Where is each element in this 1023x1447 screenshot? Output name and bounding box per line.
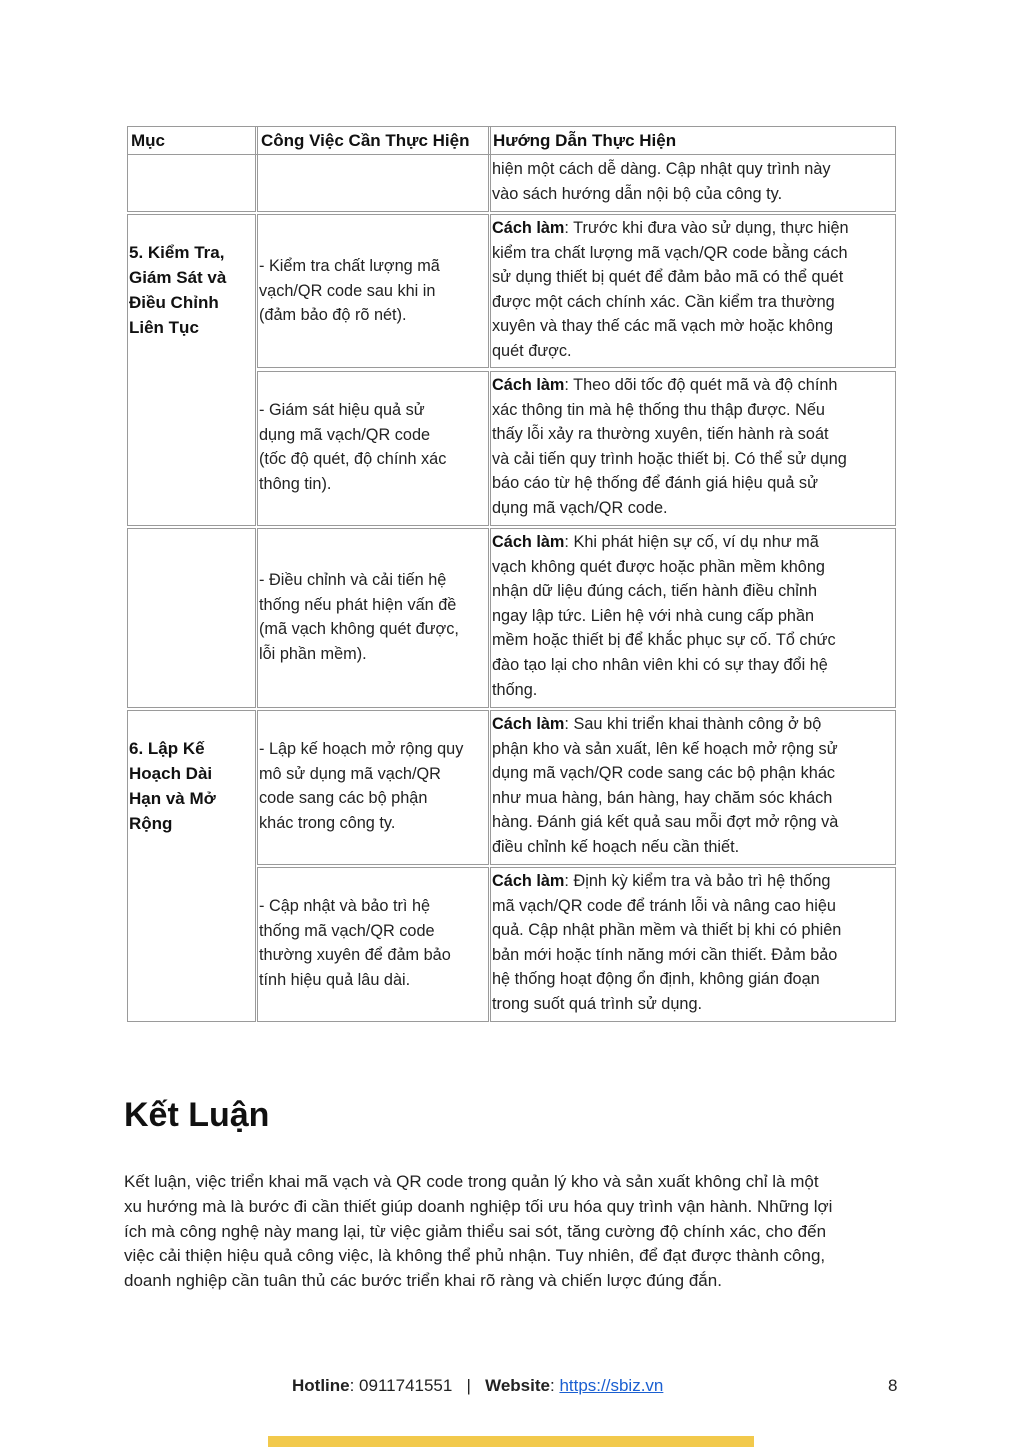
footer-separator: | — [466, 1376, 471, 1395]
cell-line: (mã vạch không quét được, — [259, 620, 459, 639]
cell-line: (tốc độ quét, độ chính xác — [259, 450, 447, 469]
page-footer — [0, 1376, 1023, 1400]
guide-cell — [492, 869, 895, 1017]
guide-cell — [492, 157, 895, 206]
guide-text: : Trước khi đưa vào sử dụng, thực hiện — [564, 219, 849, 237]
cell-line: Điều Chỉnh — [129, 293, 219, 312]
cell-line: mô sử dụng mã vạch/QR — [259, 764, 441, 783]
guide-text: : Theo dõi tốc độ quét mã và độ chính — [564, 376, 838, 394]
cell-line — [492, 869, 895, 894]
cell-line: Hoạch Dài — [129, 764, 213, 783]
cell-line: thống. — [492, 680, 538, 699]
cell-line: tính hiệu quả lâu dài. — [259, 970, 411, 989]
cell-line: khác trong công ty. — [259, 813, 396, 832]
guide-text: : Định kỳ kiểm tra và bảo trì hệ thống — [564, 872, 831, 890]
cell-line: quả. Cập nhật phần mềm và thiết bị khi có phiên — [492, 921, 842, 940]
guide-cell — [492, 712, 895, 860]
cell-line: Rộng — [129, 814, 173, 833]
cell-line: dụng mã vạch/QR code — [259, 425, 431, 444]
table-header-huong-dan: Hướng Dẫn Thực Hiện — [493, 131, 677, 150]
cell-line: vào sách hướng dẫn nội bộ của công ty. — [492, 184, 783, 203]
cell-line: thông tin). — [259, 474, 332, 493]
cell-line: dụng mã vạch/QR code sang các bộ phận khác — [492, 764, 836, 783]
cell-line — [492, 373, 895, 398]
cell-line: kiểm tra chất lượng mã vạch/QR code bằng cách — [492, 243, 848, 262]
task-cell — [259, 894, 488, 992]
hotline-label: Hotline — [292, 1376, 350, 1395]
cell-line: xác thông tin mà hệ thống thu thập được. Nếu — [492, 400, 825, 419]
guide-bold-label: Cách làm — [492, 219, 565, 237]
website-colon: : — [549, 1376, 560, 1395]
website-link[interactable]: https://sbiz.vn — [559, 1376, 664, 1395]
guide-bold-label: Cách làm — [492, 376, 565, 394]
cell-line: nhận dữ liệu đúng cách, tiến hành điều chỉnh — [492, 582, 818, 601]
cell-line: - Điều chỉnh và cải tiến hệ — [259, 571, 447, 589]
cell-line: vạch không quét được hoặc phần mềm không — [492, 557, 825, 576]
cell-line: lỗi phần mềm). — [259, 644, 367, 663]
cell-line: điều chỉnh kế hoạch nếu cần thiết. — [492, 837, 740, 856]
cell-line: đào tạo lại cho nhân viên khi có sự thay đổi hệ — [492, 655, 828, 674]
cell-line: được một cách chính xác. Cần kiểm tra thường — [492, 292, 835, 311]
cell-line: thống nếu phát hiện vấn đề — [259, 595, 457, 614]
paragraph-line: xu hướng mà là bước đi cần thiết giúp doanh nghiệp tối ưu hóa quy trình vận hành. Những lợi — [124, 1196, 833, 1216]
cell-line: trong suốt quá trình sử dụng. — [492, 994, 703, 1013]
table-header-muc: Mục — [131, 131, 165, 150]
cell-line: Hạn và Mở — [129, 789, 216, 808]
cell-line: hiện một cách dễ dàng. Cập nhật quy trình này — [492, 160, 831, 178]
paragraph-line: ích mà công nghệ này mang lại, từ việc giảm thiểu sai sót, tăng cường độ chính xác, cho đến — [124, 1221, 827, 1241]
cell-line: xuyên và thay thế các mã vạch mờ hoặc không — [492, 317, 834, 336]
cell-line — [492, 712, 895, 737]
cell-line: Giám Sát và — [129, 268, 227, 287]
cell-line: - Giám sát hiệu quả sử — [259, 401, 425, 419]
cell-line: báo cáo từ hệ thống để đánh giá hiệu quả sử — [492, 474, 818, 493]
cell-line: và cải tiến quy trình hoặc thiết bị. Có thể sử dụng — [492, 449, 847, 468]
table-header-cong-viec: Công Việc Cần Thực Hiện — [261, 131, 470, 150]
footer-contact — [292, 1376, 663, 1396]
cell-line: mã vạch/QR code để tránh lỗi và nâng cao hiệu — [492, 896, 836, 915]
guide-text: : Sau khi triển khai thành công ở bộ — [564, 715, 822, 733]
cell-line: 6. Lập Kế — [129, 739, 205, 758]
cell-line: code sang các bộ phận — [259, 789, 428, 808]
conclusion-paragraph — [124, 1170, 906, 1294]
cell-line: (đảm bảo độ rõ nét). — [259, 306, 407, 325]
cell-line: vạch/QR code sau khi in — [259, 281, 436, 300]
cell-line: - Cập nhật và bảo trì hệ — [259, 897, 431, 915]
cell-line: sử dụng thiết bị quét để đảm bảo mã có thể quét — [492, 268, 844, 287]
hotline-number: : 0911741551 — [349, 1376, 453, 1395]
cell-line: thấy lỗi xảy ra thường xuyên, tiến hành rà soát — [492, 425, 829, 444]
cell-line: 5. Kiểm Tra, — [129, 243, 225, 262]
cell-line: mềm hoặc thiết bị để khắc phục sự cố. Tổ chức — [492, 631, 836, 650]
task-cell — [259, 398, 488, 496]
cell-line: Liên Tục — [129, 318, 199, 337]
cell-line — [492, 530, 895, 555]
footer-accent-bar — [268, 1436, 754, 1447]
guide-cell — [492, 373, 895, 521]
paragraph-line: Kết luận, việc triển khai mã vạch và QR code trong quản lý kho và sản xuất không chỉ là một — [124, 1172, 819, 1191]
paragraph-line: doanh nghiệp cần tuân thủ các bước triển khai rõ ràng và chiến lược đúng đắn. — [124, 1271, 722, 1291]
cell-line: thường xuyên để đảm bảo — [259, 946, 451, 965]
cell-line: bản mới hoặc tính năng mới cần thiết. Đảm bảo — [492, 945, 838, 964]
cell-line: hàng. Đánh giá kết quả sau mỗi đợt mở rộng và — [492, 813, 839, 832]
page-number: 8 — [888, 1376, 898, 1395]
cell-line: - Kiểm tra chất lượng mã — [259, 257, 440, 275]
guide-cell — [492, 216, 895, 364]
task-cell — [259, 568, 488, 666]
cell-line: phận kho và sản xuất, lên kế hoạch mở rộng sử — [492, 739, 838, 758]
guide-bold-label: Cách làm — [492, 533, 565, 551]
task-cell — [259, 737, 488, 835]
cell-line: thống mã vạch/QR code — [259, 921, 435, 940]
section-title — [129, 736, 253, 836]
section-title — [129, 240, 253, 340]
cell-line: như mua hàng, bán hàng, hay chăm sóc khách — [492, 788, 833, 807]
website-label: Website — [485, 1376, 550, 1395]
paragraph-line: việc cải thiện hiệu quả công việc, là không thể phủ nhận. Tuy nhiên, để đạt được thành công, — [124, 1246, 826, 1266]
cell-line — [492, 216, 895, 241]
cell-line: - Lập kế hoạch mở rộng quy — [259, 740, 464, 758]
guide-cell — [492, 530, 895, 702]
section-heading: Kết Luận — [124, 1096, 270, 1134]
guide-bold-label: Cách làm — [492, 872, 565, 890]
guide-bold-label: Cách làm — [492, 715, 565, 733]
task-cell — [259, 254, 488, 328]
cell-line: hệ thống hoạt động ổn định, không gián đoạn — [492, 970, 820, 989]
cell-line: ngay lập tức. Liên hệ với nhà cung cấp phần — [492, 606, 815, 625]
cell-line: dụng mã vạch/QR code. — [492, 498, 668, 517]
cell-line: quét được. — [492, 341, 572, 360]
guide-text: : Khi phát hiện sự cố, ví dụ như mã — [564, 533, 819, 551]
